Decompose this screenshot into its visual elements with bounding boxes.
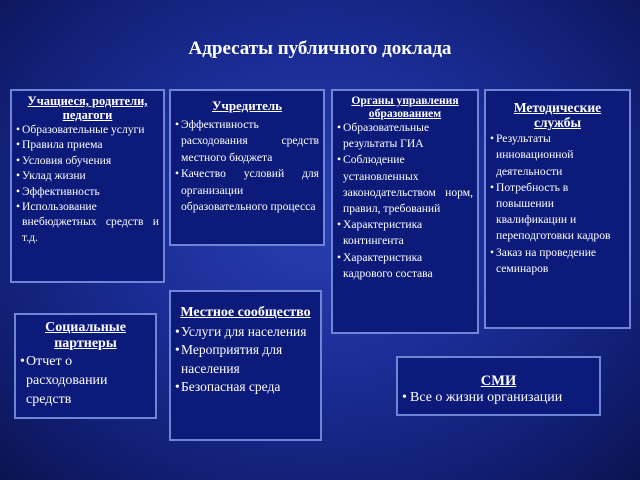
list-item: • Правила приема	[16, 137, 159, 152]
list-item: • Использование внебюджетных средств и т.д.	[16, 199, 159, 245]
education-authorities-box	[331, 89, 479, 334]
founder-box	[169, 89, 325, 246]
list-item: • Результаты инновационной деятельности	[490, 131, 625, 180]
list-item: • Образовательные услуги	[16, 122, 159, 137]
list-item: • Безопасная среда	[175, 378, 316, 397]
box-title: Социальные партнеры	[45, 320, 126, 351]
item-list	[337, 120, 473, 282]
list-item: • Соблюдение установленных законодательством норм, правил, требований	[337, 152, 473, 217]
list-item: • Мероприятия для населения	[175, 341, 316, 378]
item-list	[402, 389, 595, 407]
item-list	[490, 131, 625, 277]
list-item: • Отчет о расходовании средств	[20, 352, 151, 409]
box-title: Местное сообщество	[180, 305, 311, 320]
box-title: Методические службы	[513, 100, 602, 131]
list-item: • Услуги для населения	[175, 323, 316, 342]
slide-title: Адресаты публичного доклада	[188, 38, 452, 59]
social-partners-box	[14, 313, 157, 419]
list-item: • Эффективность расходования средств местного бюджета	[175, 117, 319, 167]
list-item: • Характеристика контингента	[337, 217, 473, 249]
box-title: СМИ	[480, 373, 517, 389]
box-title: Органы управления образованием	[351, 94, 459, 120]
list-item: • Уклад жизни	[16, 168, 159, 183]
list-item: • Потребность в повышении квалификации и переподготовки кадров	[490, 180, 625, 245]
list-item: • Качество условий для организации образовательного процесса	[175, 166, 319, 216]
local-community-box	[169, 290, 322, 441]
item-list	[20, 352, 151, 409]
list-item: • Характеристика кадрового состава	[337, 250, 473, 282]
list-item: • Условия обучения	[16, 153, 159, 168]
box-title: Учащиеся, родители, педагоги	[27, 94, 148, 122]
list-item: • Образовательные результаты ГИА	[337, 120, 473, 152]
list-item: • Эффективность	[16, 184, 159, 199]
item-list	[16, 122, 159, 245]
list-item: • Все о жизни организации	[402, 389, 595, 407]
methodical-services-box	[484, 89, 631, 329]
students-parents-teachers-box	[10, 89, 165, 283]
item-list	[175, 117, 319, 216]
box-title: Учредитель	[211, 98, 283, 113]
item-list	[175, 323, 316, 397]
media-box	[396, 356, 601, 416]
list-item: • Заказ на проведение семинаров	[490, 245, 625, 277]
